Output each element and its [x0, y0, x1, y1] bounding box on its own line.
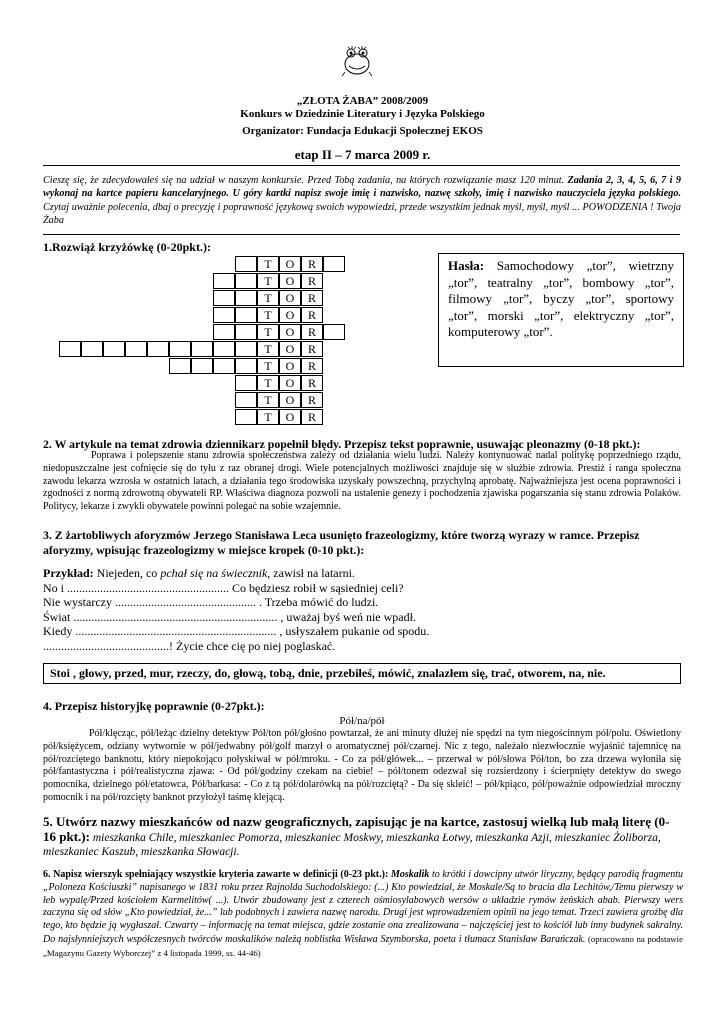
crossword-letter-cell[interactable]: T	[257, 375, 279, 391]
example-text-a: Niejeden, co	[93, 566, 161, 580]
crossword-letter-cell[interactable]: O	[279, 375, 301, 391]
crossword-empty-cell[interactable]	[213, 341, 235, 357]
crossword-empty-cell[interactable]	[235, 273, 257, 289]
crossword-letter-cell[interactable]: T	[257, 392, 279, 408]
hints-label: Hasła:	[448, 258, 485, 273]
crossword-hints-box	[438, 253, 684, 367]
crossword-letter-cell[interactable]: R	[301, 375, 323, 391]
divider	[43, 165, 680, 166]
crossword-empty-cell[interactable]	[147, 341, 169, 357]
task5	[43, 815, 681, 859]
crossword-empty-cell[interactable]	[235, 324, 257, 340]
example-phrase: pchał się na świecznik	[160, 566, 268, 580]
crossword-empty-cell[interactable]	[235, 307, 257, 323]
crossword-empty-cell[interactable]	[235, 358, 257, 374]
crossword-letter-cell[interactable]: R	[301, 290, 323, 306]
crossword-letter-cell[interactable]: T	[257, 324, 279, 340]
crossword-letter-cell[interactable]: R	[301, 341, 323, 357]
crossword-letter-cell[interactable]: O	[279, 324, 301, 340]
crossword-empty-cell[interactable]	[103, 341, 125, 357]
crossword-letter-cell[interactable]: R	[301, 409, 323, 425]
organizer: Organizator: Fundacja Edukacji Społecznej EKOS	[242, 125, 483, 137]
crossword-letter-cell[interactable]: O	[279, 273, 301, 289]
frog-logo-icon	[340, 44, 374, 78]
crossword-empty-cell[interactable]	[235, 409, 257, 425]
task1-title: 1.Rozwiąż krzyżówkę (0-20pkt.):	[43, 240, 211, 254]
crossword-letter-cell[interactable]: T	[257, 256, 279, 272]
example-label: Przykład:	[43, 566, 94, 580]
crossword-empty-cell[interactable]	[169, 358, 191, 374]
crossword-empty-cell[interactable]	[191, 358, 213, 374]
aphorism-line: Kiedy ................................................................... , usłyszałem pukanie od spodu.	[43, 624, 430, 638]
task3-aphorisms	[43, 566, 681, 653]
task6	[43, 869, 683, 961]
hints-text: Samochodowy „tor”, wietrzny „tor”, teatralny „tor”, bombowy „tor”, filmowy „tor”, byczy „tor”, sportowy „tor”, morski „tor”, elektryczny „tor”, komputerowy „tor”.	[448, 258, 674, 339]
aphorism-line: Świat .................................................................... , uważaj byś weń nie wpadł.	[43, 609, 416, 624]
task3-title: 3. Z żartobliwych aforyzmów Jerzego Stanisława Leca usunięto frazeologizmy, które tworzą wyrazy w ramce. Przepisz aforyzmy, wpisując frazeologizmy w miejsce kropek (0-10 pkt.):	[43, 528, 640, 557]
crossword-empty-cell[interactable]	[125, 341, 147, 357]
crossword-empty-cell[interactable]	[323, 256, 345, 272]
aphorism-line: Nie wystarczy ............................................... . Trzeba mówić do ludzi.	[43, 595, 379, 609]
crossword-letter-cell[interactable]: T	[257, 273, 279, 289]
words-box: Stoi , głowy, przed, mur, rzeczy, do, głową, tobą, dnie, przebiłeś, mówić, znalazłem się, trać, otworem, na, nie.	[43, 663, 681, 684]
crossword-letter-cell[interactable]: T	[257, 307, 279, 323]
crossword-letter-cell[interactable]: R	[301, 307, 323, 323]
divider	[43, 234, 680, 235]
crossword-letter-cell[interactable]: O	[279, 392, 301, 408]
crossword-empty-cell[interactable]	[323, 324, 345, 340]
crossword-empty-cell[interactable]	[191, 341, 213, 357]
crossword-letter-cell[interactable]: O	[279, 290, 301, 306]
crossword-empty-cell[interactable]	[213, 290, 235, 306]
task2-title: 2. W artykule na temat zdrowia dziennikarz popełnił błędy. Przepisz tekst poprawnie, usuwając pleonazmy (0-18 pkt.):	[43, 437, 641, 451]
intro-text	[43, 174, 681, 228]
crossword-letter-cell[interactable]: R	[301, 392, 323, 408]
contest-title: „ZŁOTA ŻABA” 2008/2009	[296, 95, 429, 107]
crossword-letter-cell[interactable]: T	[257, 409, 279, 425]
crossword-letter-cell[interactable]: R	[301, 358, 323, 374]
task2-text: Poprawa i polepszenie stanu zdrowia społeczeństwa zależy od działania wielu ludzi. Należy kontynuować nadal politykę poprzedniego rządu, niedopuszczalne jest cofnięcie się do tyłu z raz obranej drogi. Wiele potencjalnych możliwości znajduje się w służbie zdrowia. Prestiż i ranga społeczna zawodu lekarza wzrosła w ostatnich latach, a działania tego środowiska uzyskały powszechną, przychylną aprobatę. Najważniejsza jest ocena poprawności i zgodności z normą zdrowotną obywateli RP. Właściwa diagnoza pozwoli na ustalenie genezy i pochodzenia zjawiska pogarszania się stanu zdrowia Polaków. Politycy, lekarze i zwykli obywatele powinni polegać na sobie wzajemnie.	[43, 450, 681, 513]
crossword-letter-cell[interactable]: R	[301, 324, 323, 340]
crossword-letter-cell[interactable]: R	[301, 256, 323, 272]
crossword-letter-cell[interactable]: O	[279, 307, 301, 323]
task5-text: mieszkanka Chile, mieszkaniec Pomorza, mieszkaniec Moskwy, mieszkanka Łotwy, mieszkanka Azji, mieszkaniec Żoliborza, mieszkaniec Kaszub, mieszkanka Słowacji.	[43, 832, 661, 858]
crossword-letter-cell[interactable]: T	[257, 358, 279, 374]
crossword-empty-cell[interactable]	[213, 358, 235, 374]
intro-part1: Cieszę się, że zdecydowałeś się na udział w naszym konkursie. Przed Tobą zadania, na których rozwiązanie masz 120 minut.	[43, 175, 568, 186]
task4-story: Pół/klęcząc, pół/leżąc dzielny detektyw Pół/ton pół/głośno powtarzał, że ani minuty dłużej nie spędzi na tym niegościnnym pół/polu. Oświetlony pół/księżycem, odziany wytwornie w pół/jedwabny pół/golf marzył o aromatycznej pół/czarnej. Nic z tego, należało niezwłocznie wyjaśnić tajemnicę na pół/rozciętego banknotu, który niepokojąco połyskiwał w pół/mroku. - Co za pół/główek... – przerwał w pół/słowa Pół/ton, bo zza drzewa wyłoniła się pół/fantastyczna i pół/realistyczna zjawa: - Od pół/godziny czekam na ciebie! – pół/tonem odezwał się rozsierdzony i ścierpnięty detektyw do swego pomocnika, dzielnego pół/etatowca, Pół/barkasa: - Co z tą pół/dolarówką na pół/rozciętą? - Da się skleić! – pół/kpiąco, pół/poważnie odpowiedział mroczny pomocnik i na pół/rozcięty banknot przyłożył taśmę klejącą.	[43, 728, 681, 803]
crossword-letter-cell[interactable]: O	[279, 341, 301, 357]
intro-part3: Czytaj uważnie polecenia, dbaj o precyzję i poprawność językową swoich wypowiedzi, przede wszystkim jednak myśl, myśl, myśl ... POWODZENIA ! Twoja Żaba	[43, 201, 681, 227]
aphorism-line: No i ...................................................... Co będziesz robił w sąsiedniej celi?	[43, 580, 404, 595]
crossword-empty-cell[interactable]	[235, 256, 257, 272]
task6-definition: to krótki i dowcipny utwór liryczny, będący parodią fragmentu „Poloneza Kościuszki” napisanego w 1831 roku przez Rajnolda Suchodolskiego: (...) Kto powiedział, że Moskale/Są to bracia dla Lechitów,/Temu pierwszy w łeb wypalę/Przed kościołem Karmelitów( ...). Utwór zbudowany jest z czterech ośmiosylabowych wersów o układzie rymów żeńskich abab. Pierwszy wers zaczyna się od słów „Kto powiedział, że...” lub podobnych i zawiera nazwę narodu. Drugi jest wprowadzeniem opinii na jego temat. Trzeci zawiera groźbę dla tego, kto będzie ją wygłaszał. Czwarty – informację na temat miejsca, gdzie zostanie ona zrealizowana – najczęściej jest to kościół lub inny budynek sakralny. Do najsłynniejszych współczesnych twórców moskalików należą noblistka Wisława Szymborska, poeta i tłumacz Stanisław Barańczak.	[43, 869, 684, 945]
crossword-letter-cell[interactable]: T	[257, 290, 279, 306]
task6-source: (opracowano na podstawie „Magazynu Gazety Wyborczej” z 4 listopada 1999, ss. 44-46)	[43, 933, 683, 958]
crossword-empty-cell[interactable]	[235, 375, 257, 391]
intro-instructions: Zadania 2, 3, 4, 5, 6, 7 i 9 wykonaj na kartce papieru kancelaryjnego. U góry kartki napisz swoje imię i nazwisko, nazwę szkoły, imię i nazwisko nauczyciela języka polskiego.	[43, 175, 681, 200]
aphorism-line: ..........................................! Życie chce cię po niej poglaskać.	[43, 638, 336, 653]
crossword-empty-cell[interactable]	[213, 273, 235, 289]
task4-story-title: Pół/na/pół	[339, 715, 385, 727]
crossword-letter-cell[interactable]: R	[301, 273, 323, 289]
crossword-letter-cell[interactable]: T	[257, 341, 279, 357]
crossword-empty-cell[interactable]	[235, 392, 257, 408]
crossword-empty-cell[interactable]	[213, 324, 235, 340]
task6-term: Moskalik	[388, 869, 430, 880]
task5-title: 5. Utwórz nazwy mieszkańców od nazw geograficznych, zapisując je na kartce, zastosuj wielką lub małą literę (0-16 pkt.):	[43, 814, 670, 844]
crossword-empty-cell[interactable]	[81, 341, 103, 357]
crossword-letter-cell[interactable]: O	[279, 409, 301, 425]
contest-subtitle: Konkurs w Dziedzinie Literatury i Języka Polskiego	[240, 108, 485, 120]
example-text-b: , zawisł na latarni.	[267, 566, 355, 580]
crossword-letter-cell[interactable]: O	[279, 358, 301, 374]
stage-date: etap II – 7 marca 2009 r.	[294, 147, 431, 162]
example-line	[43, 566, 681, 581]
crossword-empty-cell[interactable]	[235, 290, 257, 306]
task6-title: 6. Napisz wierszyk spełniający wszystkie kryteria zawarte w definicji (0-23 pkt.):	[43, 869, 389, 880]
crossword-letter-cell[interactable]: O	[279, 256, 301, 272]
task4-title: 4. Przepisz historyjkę poprawnie (0-27pkt.):	[43, 699, 265, 713]
crossword-empty-cell[interactable]	[169, 341, 191, 357]
crossword-empty-cell[interactable]	[59, 341, 81, 357]
crossword-empty-cell[interactable]	[235, 341, 257, 357]
crossword-empty-cell[interactable]	[213, 307, 235, 323]
